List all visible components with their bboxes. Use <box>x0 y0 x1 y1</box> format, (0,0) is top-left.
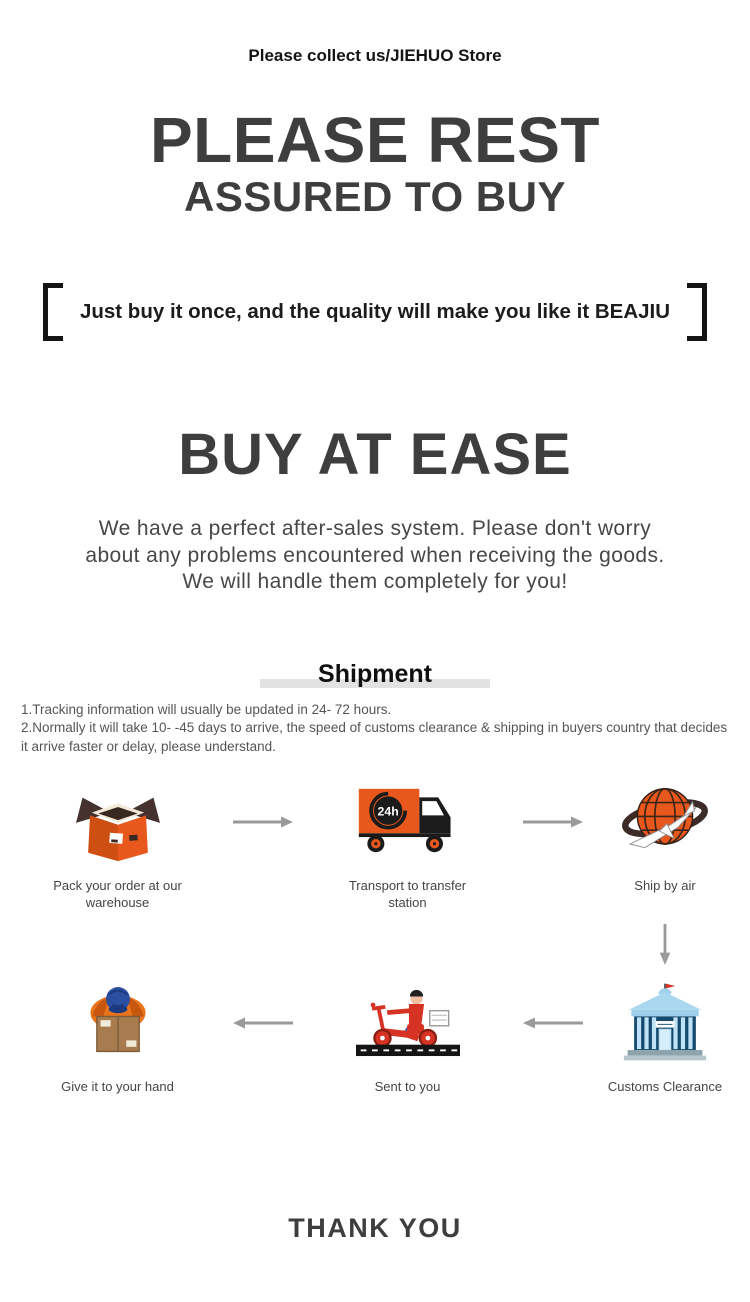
buy-at-ease-title: BUY AT EASE <box>178 422 572 488</box>
step-ship-by-air <box>590 777 740 895</box>
step-label: Transport to transfer station <box>348 877 467 911</box>
quote-box <box>43 283 707 341</box>
step-sent-to-you <box>300 978 515 1096</box>
store-notice: Please collect us/JIEHUO Store <box>248 46 502 65</box>
hero-title-line1: PLEASE REST <box>149 104 601 176</box>
step-label: Give it to your hand <box>61 1078 174 1094</box>
step-pack-order <box>10 777 225 912</box>
after-sales-text: We have a perfect after-sales system. Please don't worry about any problems encountered when receiving the goods. We will handle them completely for you! <box>85 517 665 594</box>
step-give-to-hand <box>10 978 225 1096</box>
step-label: Sent to you <box>374 1078 441 1094</box>
step-label: Ship by air <box>634 877 696 893</box>
arrow-right-icon <box>225 815 300 829</box>
shipment-section-header <box>0 660 750 689</box>
truck-24h-badge: 24h <box>377 803 399 818</box>
shipment-notes <box>21 701 729 757</box>
shipment-flow-diagram <box>0 777 750 1096</box>
shipment-title: Shipment <box>318 659 432 688</box>
customs-building-icon <box>618 978 712 1066</box>
arrow-left-icon <box>515 1016 590 1030</box>
shipment-note-1: 1.Tracking information will usually be updated in 24- 72 hours. <box>21 701 392 717</box>
hand-delivery-icon <box>72 978 164 1066</box>
arrow-right-icon <box>515 815 590 829</box>
arrow-down-icon <box>590 918 740 972</box>
left-bracket-decoration <box>43 283 63 341</box>
step-label: Customs Clearance <box>607 1078 723 1094</box>
arrow-left-icon <box>225 1016 300 1030</box>
shipment-note-2: 2.Normally it will take 10- -45 days to arrive, the speed of customs clearance & shipping in buyers country that decides it arrive faster or delay, please understand. <box>21 720 728 754</box>
thank-you-text: THANK YOU <box>288 1213 462 1244</box>
open-box-icon <box>70 777 166 865</box>
quote-text: Just buy it once, and the quality will make you like it BEAJIU <box>79 300 671 324</box>
scooter-courier-icon <box>356 978 460 1066</box>
delivery-truck-icon <box>356 777 460 865</box>
hero-title-line2: ASSURED TO BUY <box>184 173 566 221</box>
step-customs-clearance <box>590 978 740 1096</box>
step-label: Pack your order at our warehouse <box>53 877 182 911</box>
step-transport <box>300 777 515 912</box>
right-bracket-decoration <box>687 283 707 341</box>
globe-airplane-icon <box>619 777 711 865</box>
